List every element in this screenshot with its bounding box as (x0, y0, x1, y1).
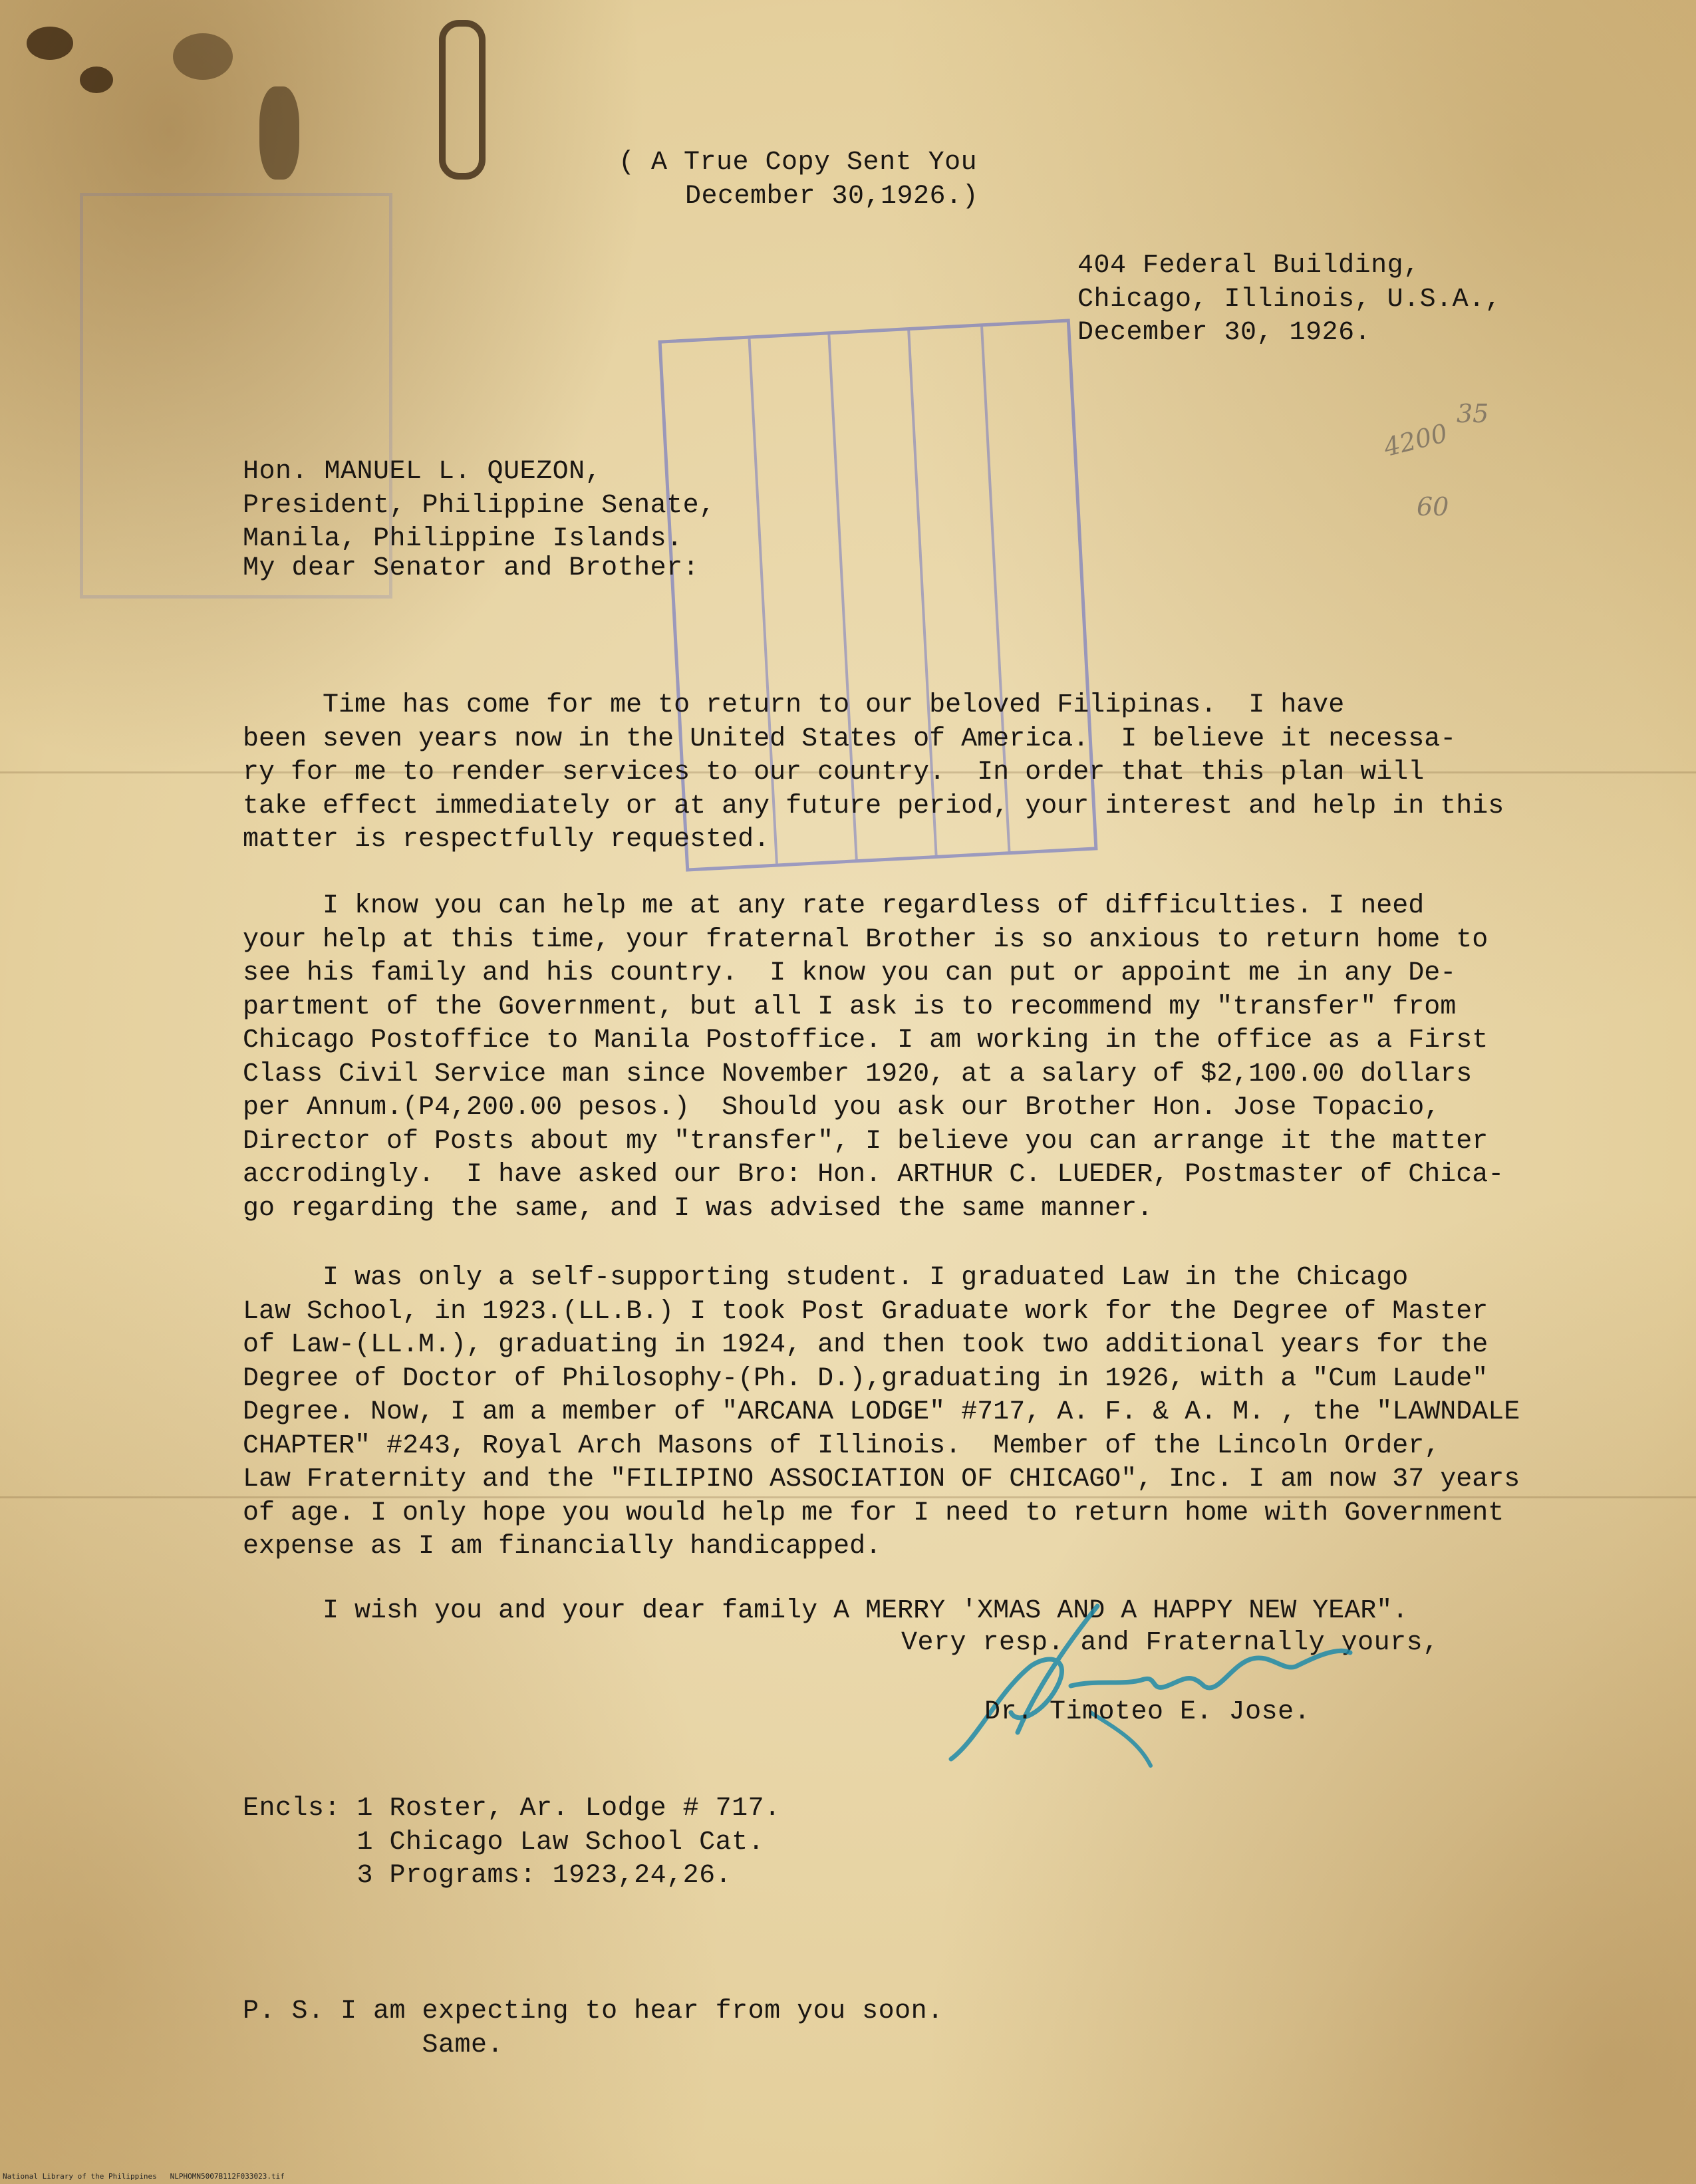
archive-caption: National Library of the Philippines NLPHOMN5007B112F033023.tif (3, 2172, 285, 2181)
recipient-address: Hon. MANUEL L. QUEZON, President, Philippine Senate, Manila, Philippine Islands. (243, 457, 716, 554)
enclosures: Encls: 1 Roster, Ar. Lodge # 717. 1 Chicago Law School Cat. 3 Programs: 1923,24,26. (243, 1794, 781, 1891)
paperclip-hole (439, 20, 486, 180)
paragraph-3: I was only a self-supporting student. I graduated Law in the Chicago Law School, in 1923.(LL.B.) I took Post Graduate work for the Degree of Master of Law-(LL.M.), graduating in 1924, and then took two additional years for the Degree of Doctor of Philosophy-(Ph. D.),graduating in 1926, with a "Cum Laude" Degree. Now, I am a member of "ARCANA LODGE" #717, A. F. & A. M. , the "LAWNDALE CHAPTER" #243, Royal Arch Masons of Illinois. Member of the Lincoln Order, Law Fraternity and the "FILIPINO ASSOCIATION OF CHICAGO", Inc. I am now 37 years of age. I only hope you would help me for I need to return home with Government expense as I am financially handicapped. (243, 1263, 1520, 1562)
ink-stain (27, 27, 73, 60)
ink-stain (173, 33, 233, 80)
pencil-annotation: 60 (1417, 492, 1449, 521)
return-address: 404 Federal Building, Chicago, Illinois, U.S.A., December 30, 1926. (1077, 251, 1502, 348)
copy-note: ( A True Copy Sent You December 30,1926.) (619, 148, 979, 211)
closing: Very resp. and Fraternally yours, (901, 1628, 1439, 1658)
ink-stain (259, 86, 299, 180)
handwritten-signature (938, 1586, 1363, 1786)
pencil-annotation: 4200 (1381, 418, 1451, 463)
ink-stain (80, 67, 113, 93)
pencil-annotation: 35 (1457, 399, 1489, 428)
paragraph-4: I wish you and your dear family A MERRY 'XMAS AND A HAPPY NEW YEAR". (243, 1596, 1409, 1626)
paragraph-1: Time has come for me to return to our beloved Filipinas. I have been seven years now in the United States of America. I believe it necessa- ry for me to render services to our country. In order that this plan will take effect immediately or at any future period, your interest and help in this matter is respectfully requested. (243, 690, 1504, 855)
postscript: P. S. I am expecting to hear from you soon. Same. (243, 1996, 944, 2060)
paragraph-2: I know you can help me at any rate regardless of difficulties. I need your help at this time, your fraternal Brother is so anxious to return home to see his family and his country. I know you can put or appoint me in any De- partment of the Government, but all I ask is to recommend my "transfer" from Chicago Postoffice to Manila Postoffice. I am working in the office as a First Class Civil Service man since November 1920, at a salary of $2,100.00 dollars per Annum.(P4,200.00 pesos.) Should you ask our Brother Hon. Jose Topacio, Director of Posts about my "transfer", I believe you can arrange it the matter accrodingly. I have asked our Bro: Hon. ARTHUR C. LUEDER, Postmaster of Chica- go regarding the same, and I was advised the same manner. (243, 891, 1504, 1224)
salutation: My dear Senator and Brother: (243, 553, 700, 583)
typed-signature-name: Dr. Timoteo E. Jose. (984, 1697, 1311, 1727)
